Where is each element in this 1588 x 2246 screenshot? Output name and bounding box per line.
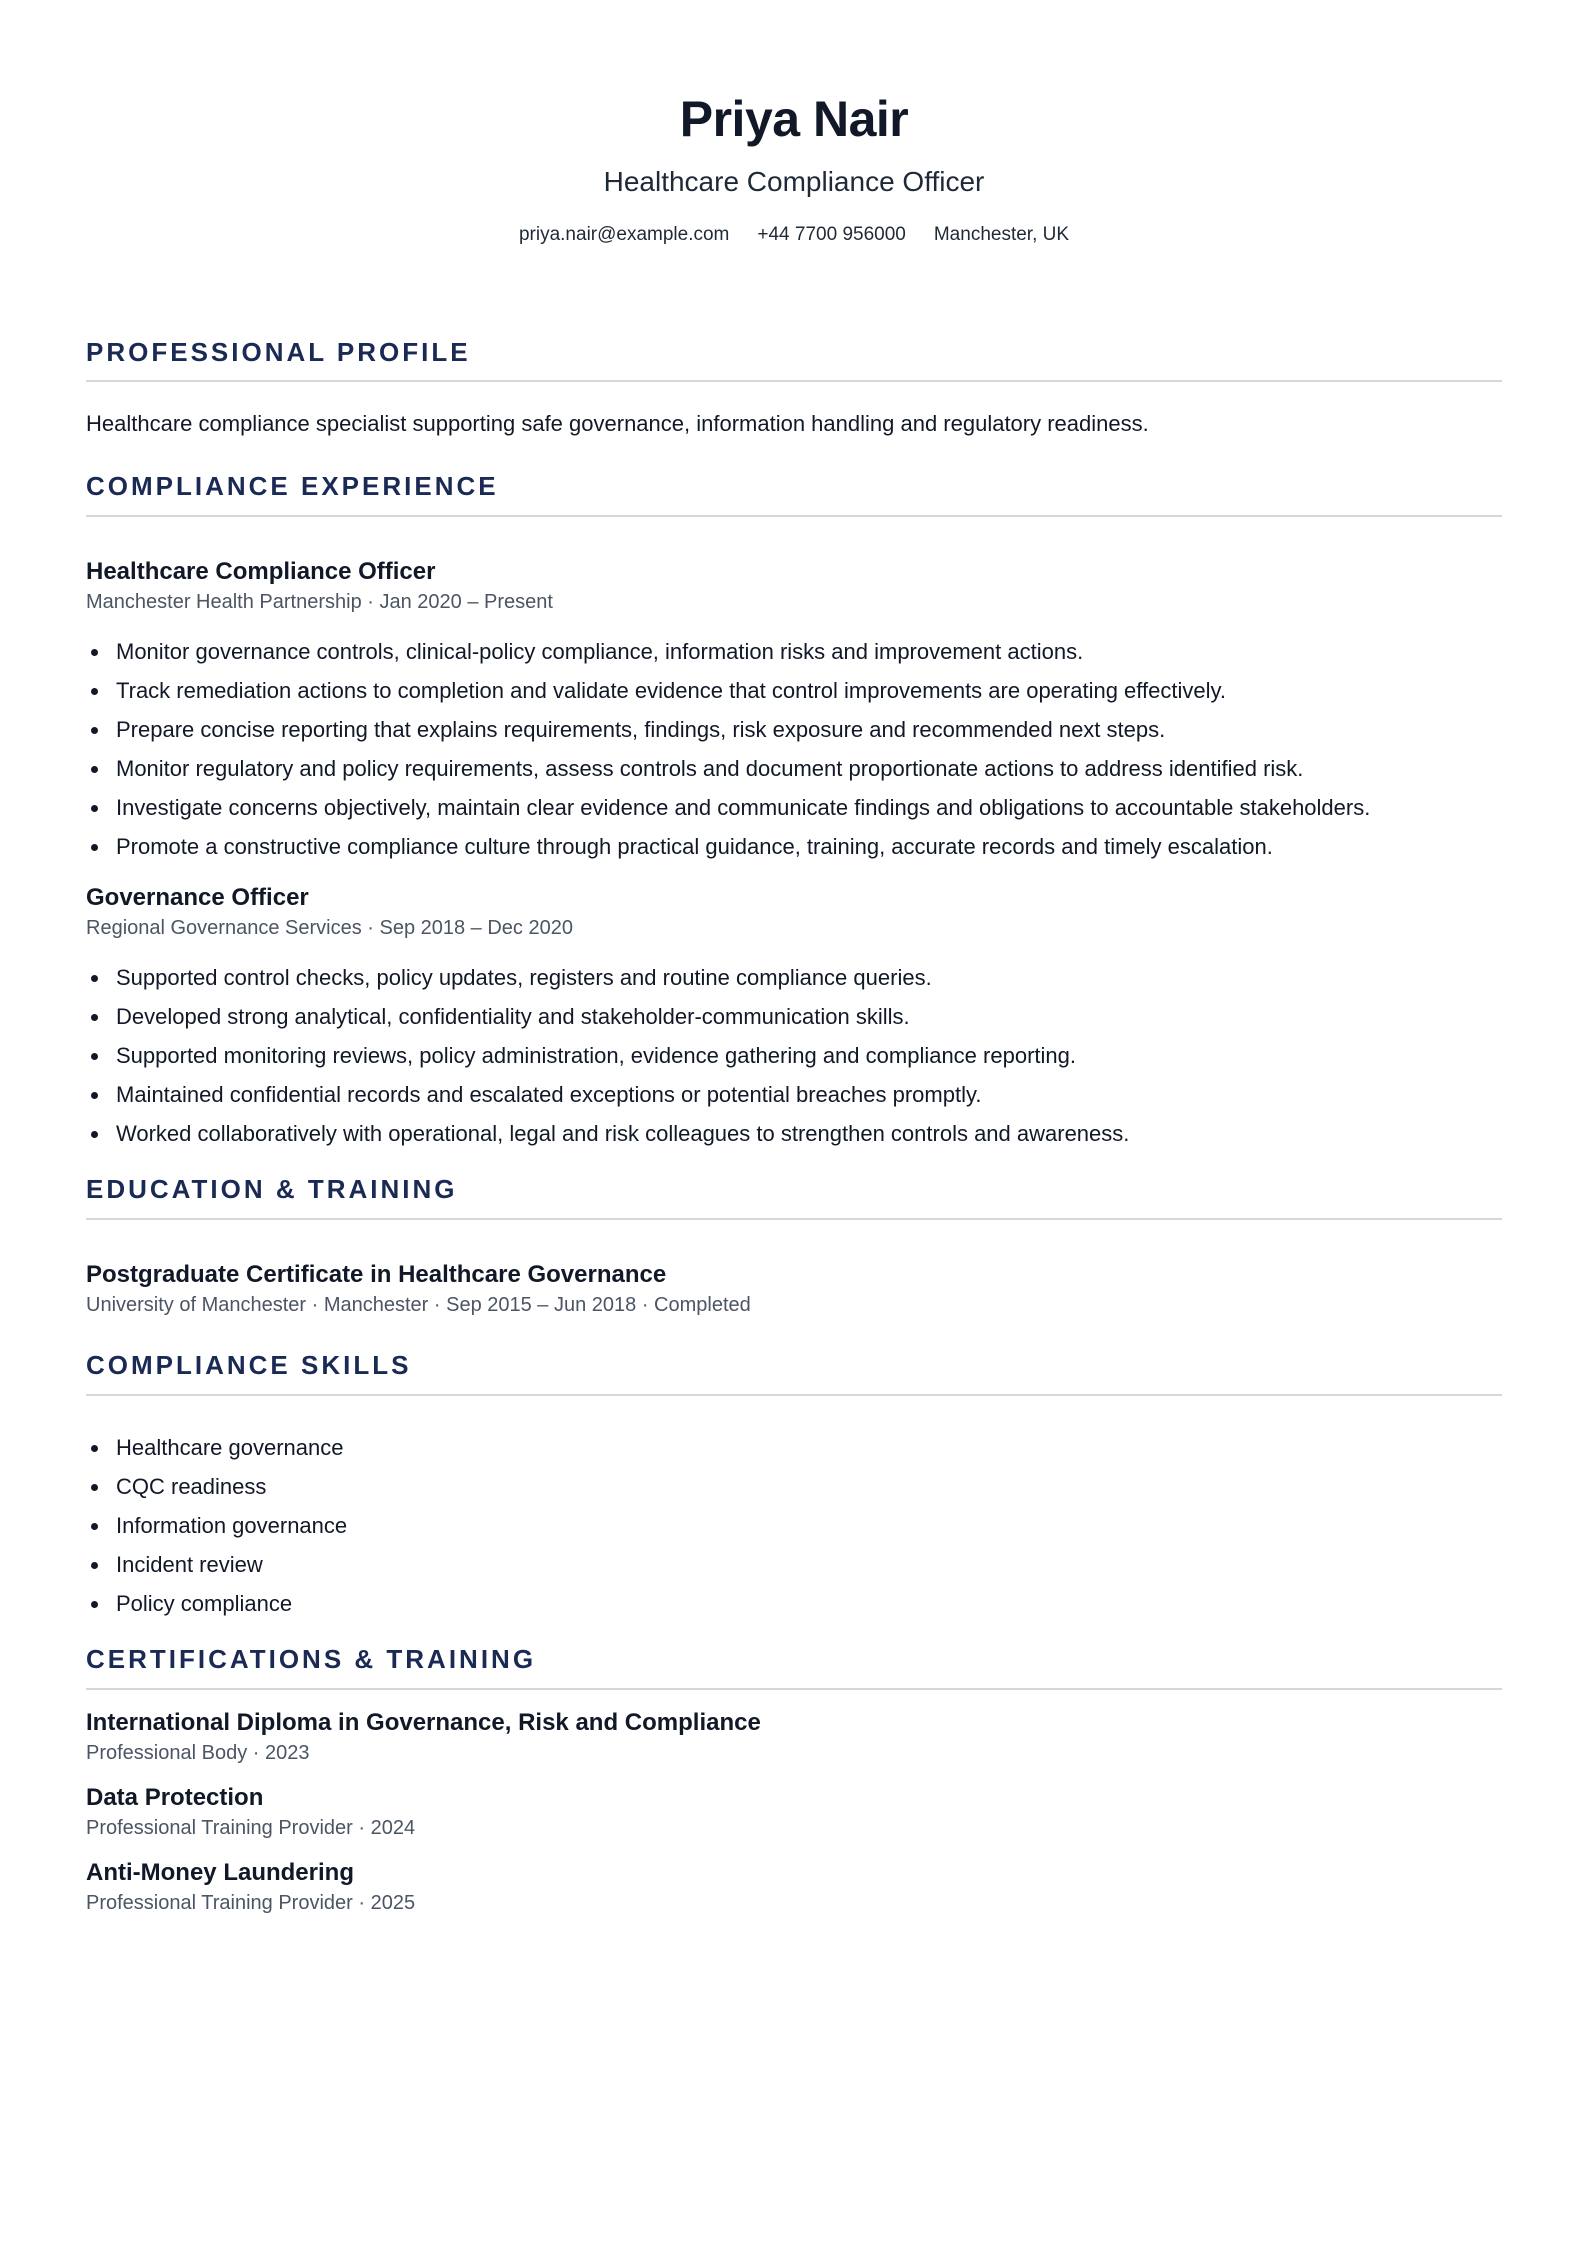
education-entry — [86, 1260, 1502, 1318]
job-bullet: Developed strong analytical, confidentiality and stakeholder-communication skills. — [116, 997, 1502, 1036]
section-title-skills: COMPLIANCE SKILLS — [86, 1351, 1502, 1396]
job-bullets — [86, 632, 1502, 866]
contact-line — [86, 224, 1502, 246]
job-meta: Regional Governance Services · Sep 2018 – Dec 2020 — [86, 916, 573, 939]
education-meta: University of Manchester · Manchester · Sep 2015 – Jun 2018 · Completed — [86, 1293, 751, 1316]
job-bullet: Supported control checks, policy updates, registers and routine compliance queries. — [116, 958, 1502, 997]
candidate-name: Priya Nair — [679, 91, 909, 147]
job-bullets — [86, 958, 1502, 1153]
candidate-headline: Healthcare Compliance Officer — [603, 166, 985, 197]
certification-entry — [86, 1858, 1502, 1916]
job-bullet: Track remediation actions to completion and validate evidence that control improvements are operating effectively. — [116, 671, 1502, 710]
skill-item: Information governance — [116, 1506, 1502, 1545]
skill-item: Incident review — [116, 1545, 1502, 1584]
certification-entry — [86, 1783, 1502, 1841]
job-bullet: Promote a constructive compliance culture through practical guidance, training, accurate records and timely escalation. — [116, 827, 1502, 866]
job-bullet: Supported monitoring reviews, policy administration, evidence gathering and compliance reporting. — [116, 1036, 1502, 1075]
section-title-certifications: CERTIFICATIONS & TRAINING — [86, 1645, 1502, 1690]
certification-title: Data Protection — [86, 1783, 264, 1811]
certifications-section — [86, 1645, 1502, 1916]
job-meta: Manchester Health Partnership · Jan 2020 – Present — [86, 590, 553, 613]
job-title: Healthcare Compliance Officer — [86, 557, 436, 585]
resume-header — [86, 0, 1502, 246]
certification-title: International Diploma in Governance, Risk and Compliance — [86, 1708, 761, 1736]
certification-meta: Professional Training Provider · 2024 — [86, 1816, 416, 1839]
job-bullet: Worked collaboratively with operational, legal and risk colleagues to strengthen controls and awareness. — [116, 1114, 1502, 1153]
section-title-education: EDUCATION & TRAINING — [86, 1175, 1502, 1220]
job-bullet: Prepare concise reporting that explains requirements, findings, risk exposure and recommended next steps. — [116, 710, 1502, 749]
experience-section — [86, 472, 1502, 1153]
education-title: Postgraduate Certificate in Healthcare Governance — [86, 1260, 667, 1288]
job-bullet: Investigate concerns objectively, maintain clear evidence and communicate findings and obligations to accountable stakeholders. — [116, 788, 1502, 827]
certification-meta: Professional Training Provider · 2025 — [86, 1891, 416, 1914]
contact-phone[interactable]: +44 7700 956000 — [757, 223, 906, 245]
job-title: Governance Officer — [86, 883, 309, 911]
certification-title: Anti-Money Laundering — [86, 1858, 354, 1886]
education-section — [86, 1175, 1502, 1318]
profile-section — [86, 338, 1502, 439]
skills-list — [86, 1428, 1502, 1623]
section-title-experience: COMPLIANCE EXPERIENCE — [86, 472, 1502, 517]
job-bullet: Maintained confidential records and escalated exceptions or potential breaches promptly. — [116, 1075, 1502, 1114]
job-entry — [86, 883, 1502, 1153]
skill-item: Healthcare governance — [116, 1428, 1502, 1467]
profile-summary: Healthcare compliance specialist supporting safe governance, information handling and regulatory readiness. — [86, 411, 1149, 437]
job-bullet: Monitor governance controls, clinical-policy compliance, information risks and improvement actions. — [116, 632, 1502, 671]
contact-location: Manchester, UK — [933, 223, 1070, 245]
certification-meta: Professional Body · 2023 — [86, 1741, 310, 1764]
job-bullet: Monitor regulatory and policy requirements, assess controls and document proportionate actions to address identified risk. — [116, 749, 1502, 788]
job-entry — [86, 557, 1502, 866]
section-title-profile: PROFESSIONAL PROFILE — [86, 338, 1502, 383]
certification-entry — [86, 1708, 1502, 1766]
skill-item: CQC readiness — [116, 1467, 1502, 1506]
skills-section — [86, 1351, 1502, 1623]
contact-email[interactable]: priya.nair@example.com — [518, 223, 730, 245]
skill-item: Policy compliance — [116, 1584, 1502, 1623]
